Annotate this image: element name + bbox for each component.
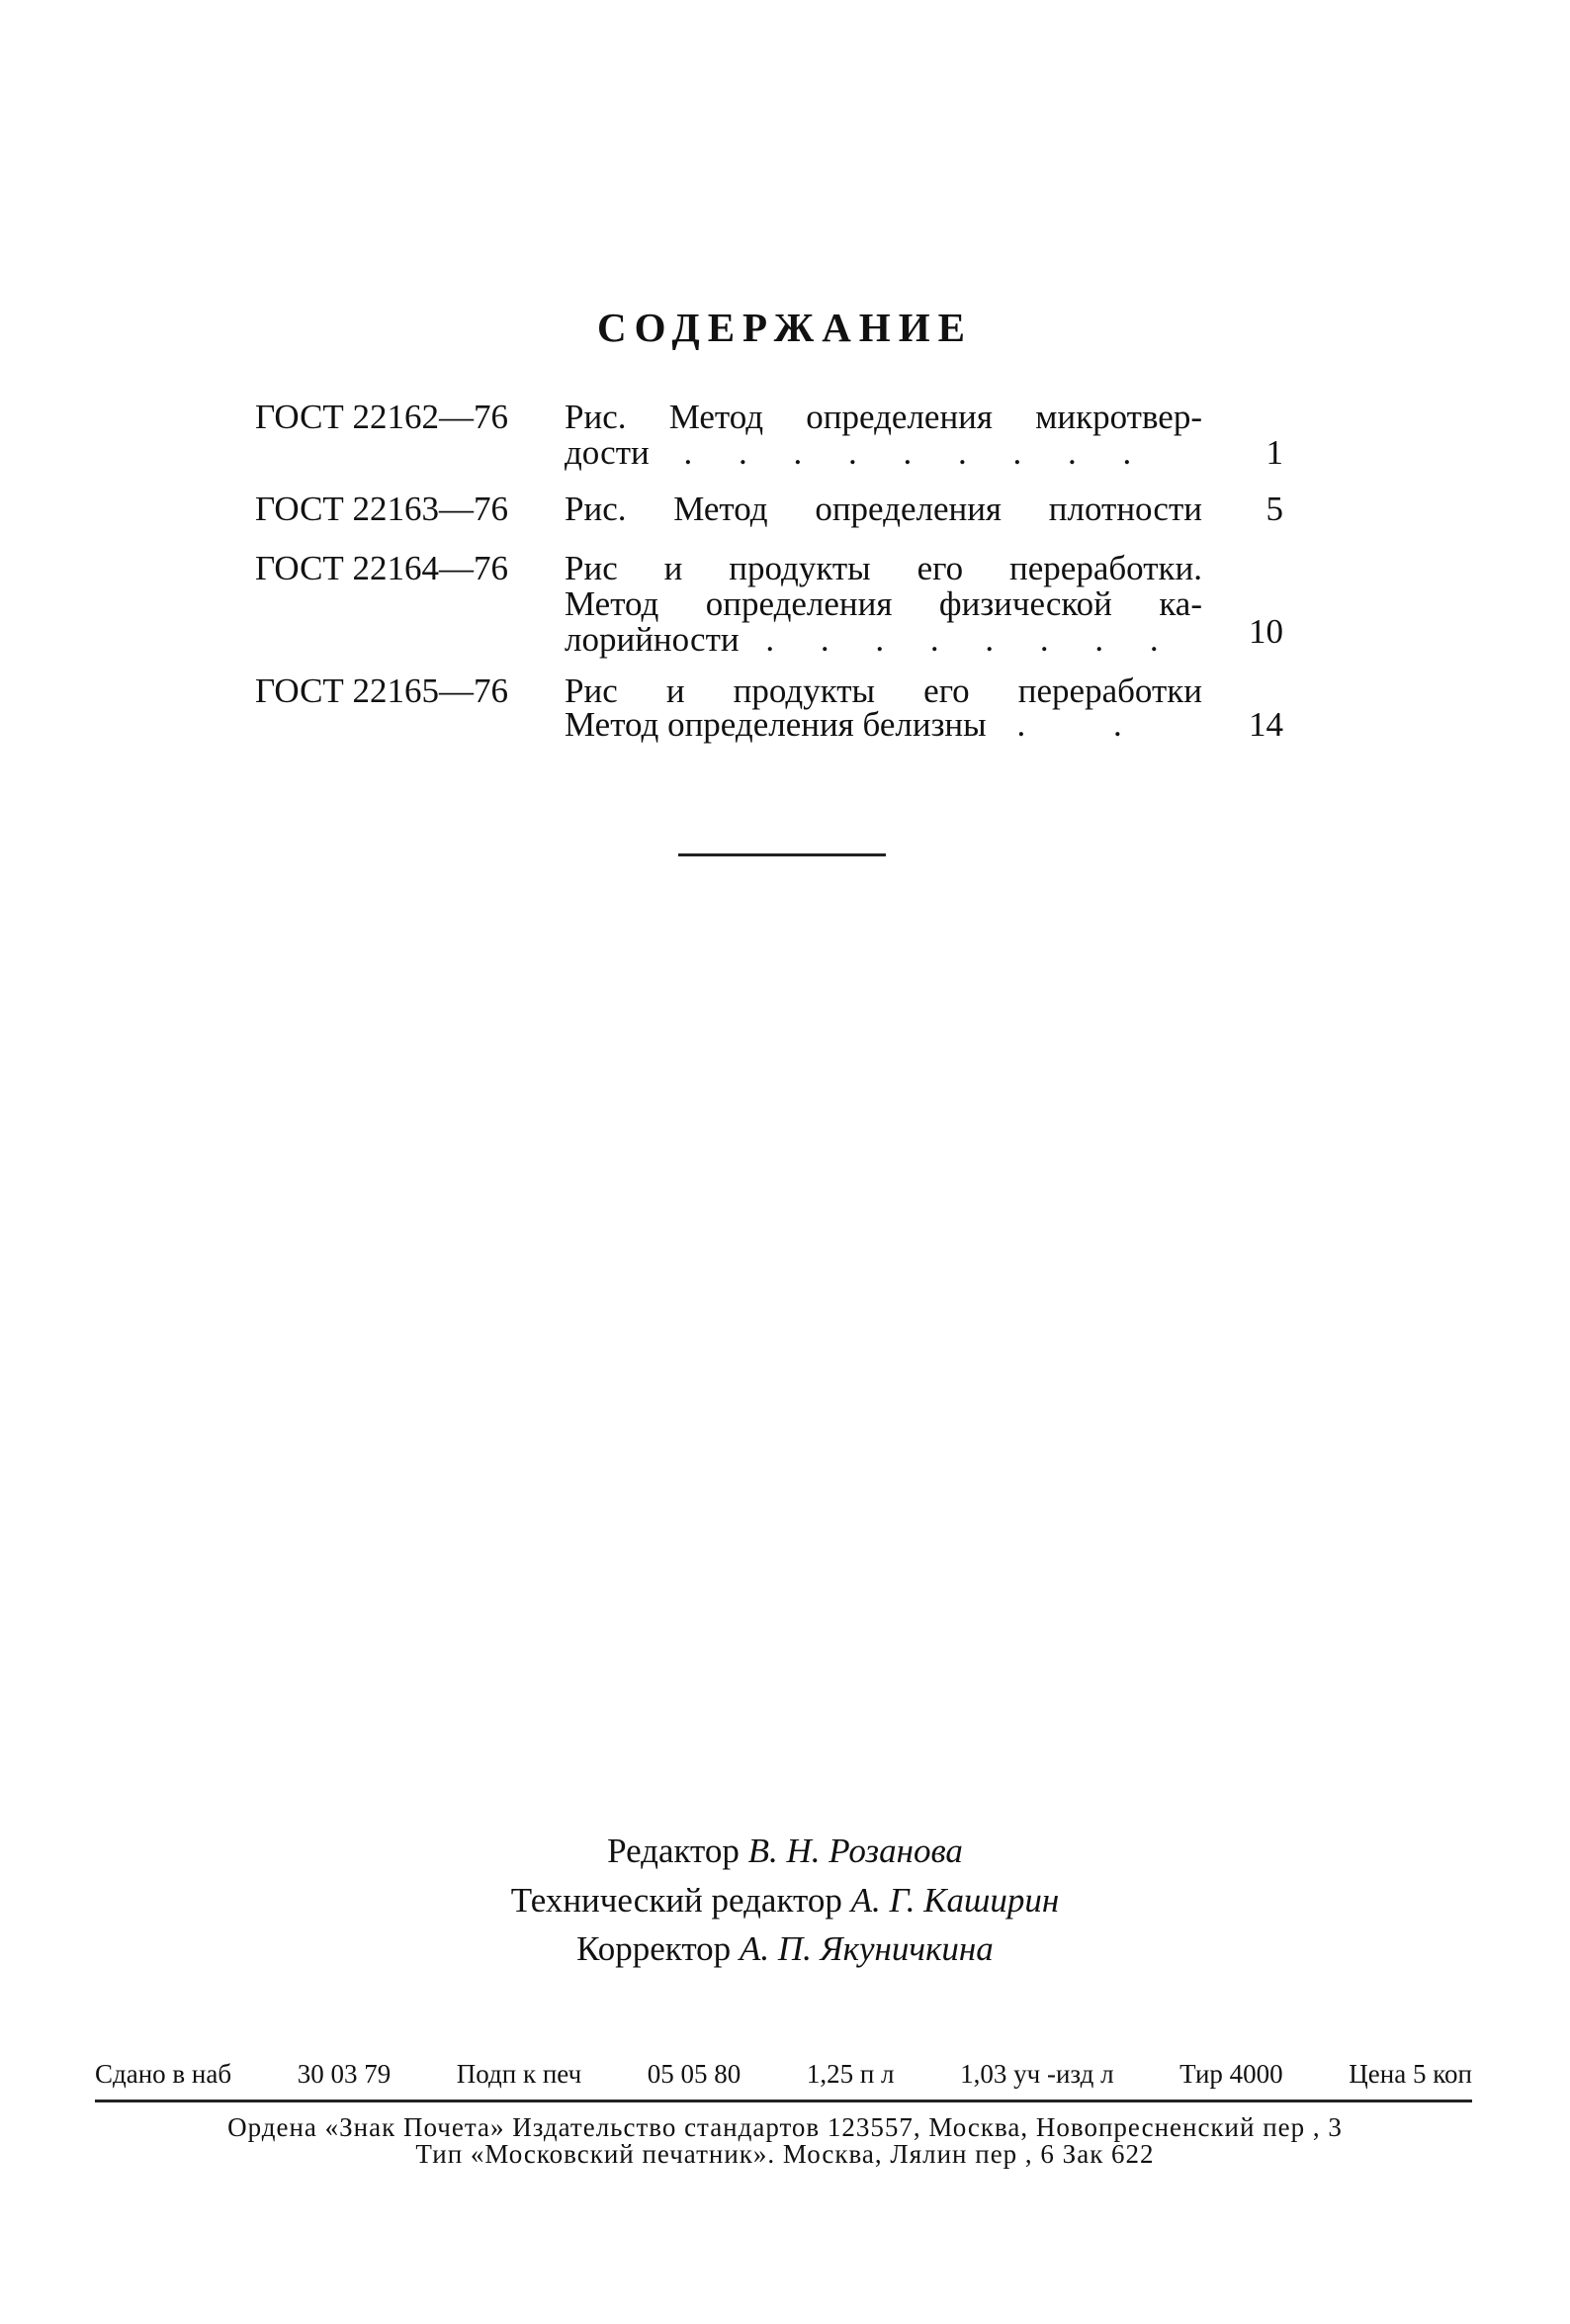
editor-name: В. Н. Розанова <box>747 1832 963 1870</box>
editor-label: Редактор <box>607 1832 740 1870</box>
tech-editor-credit <box>0 1881 1570 1921</box>
toc-page-number: 5 <box>1265 490 1283 528</box>
toc-page-number: 10 <box>1249 612 1283 651</box>
toc-title-text: дости <box>565 433 650 472</box>
corrector-credit <box>0 1929 1570 1969</box>
imprint-item: Подп к печ <box>456 2059 582 2089</box>
toc-title-line: Метод определения физической ка- <box>565 584 1202 623</box>
imprint-item: Цена 5 коп <box>1349 2059 1472 2089</box>
imprint-item: 1,03 уч -изд л <box>960 2059 1114 2089</box>
toc-gost-number: ГОСТ 22163—76 <box>255 490 509 528</box>
toc-title-line: Рис и продукты его переработки <box>565 671 1202 710</box>
toc-title-line: Рис. Метод определения микротвер- <box>565 398 1202 436</box>
toc-title-last-line: Рис. Метод определения плотности <box>565 490 1202 528</box>
imprint-item: 1,25 п л <box>806 2059 895 2089</box>
toc-title-text: лорийности <box>565 620 740 659</box>
toc-leader-dots: . . . . . . . . . <box>683 433 1151 472</box>
toc-title-last-line <box>565 706 1162 744</box>
tech-editor-label: Технический редактор <box>510 1881 842 1920</box>
toc-gost-number: ГОСТ 22162—76 <box>255 398 509 436</box>
toc-title-line: Рис и продукты его переработки. <box>565 549 1202 587</box>
tech-editor-name: А. Г. Каширин <box>850 1881 1060 1920</box>
toc-page-number: 14 <box>1249 705 1283 744</box>
corrector-name: А. П. Якуничкина <box>739 1929 994 1968</box>
contents-title: СОДЕРЖАНИЕ <box>597 305 973 350</box>
toc-gost-number: ГОСТ 22165—76 <box>255 671 509 710</box>
toc-title-text: Метод определения белизны <box>565 705 987 744</box>
toc-title-last-line <box>565 434 1150 472</box>
toc-leader-dots: . . . . . . . . <box>765 620 1178 659</box>
toc-page-number: 1 <box>1265 433 1283 472</box>
imprint-item: 30 03 79 <box>297 2059 392 2089</box>
imprint-rule <box>95 2100 1472 2102</box>
corrector-label: Корректор <box>576 1929 732 1968</box>
toc-leader-dots: . . <box>1016 705 1162 744</box>
imprint-item: 05 05 80 <box>647 2059 741 2089</box>
editor-credit <box>0 1832 1570 1871</box>
publisher-line: Ордена «Знак Почета» Издательство стандартов 123557, Москва, Новопресненский пер , 3 <box>227 2112 1343 2142</box>
toc-gost-number: ГОСТ 22164—76 <box>255 549 509 587</box>
imprint-item: Сдано в наб <box>95 2059 232 2089</box>
imprint-line <box>95 2058 1472 2090</box>
printer-line: Тип «Московский печатник». Москва, Лялин пер , 6 Зак 622 <box>415 2139 1155 2169</box>
separator-rule <box>678 853 886 856</box>
imprint-item: Тир 4000 <box>1179 2059 1283 2089</box>
toc-title-last-line <box>565 621 1178 659</box>
